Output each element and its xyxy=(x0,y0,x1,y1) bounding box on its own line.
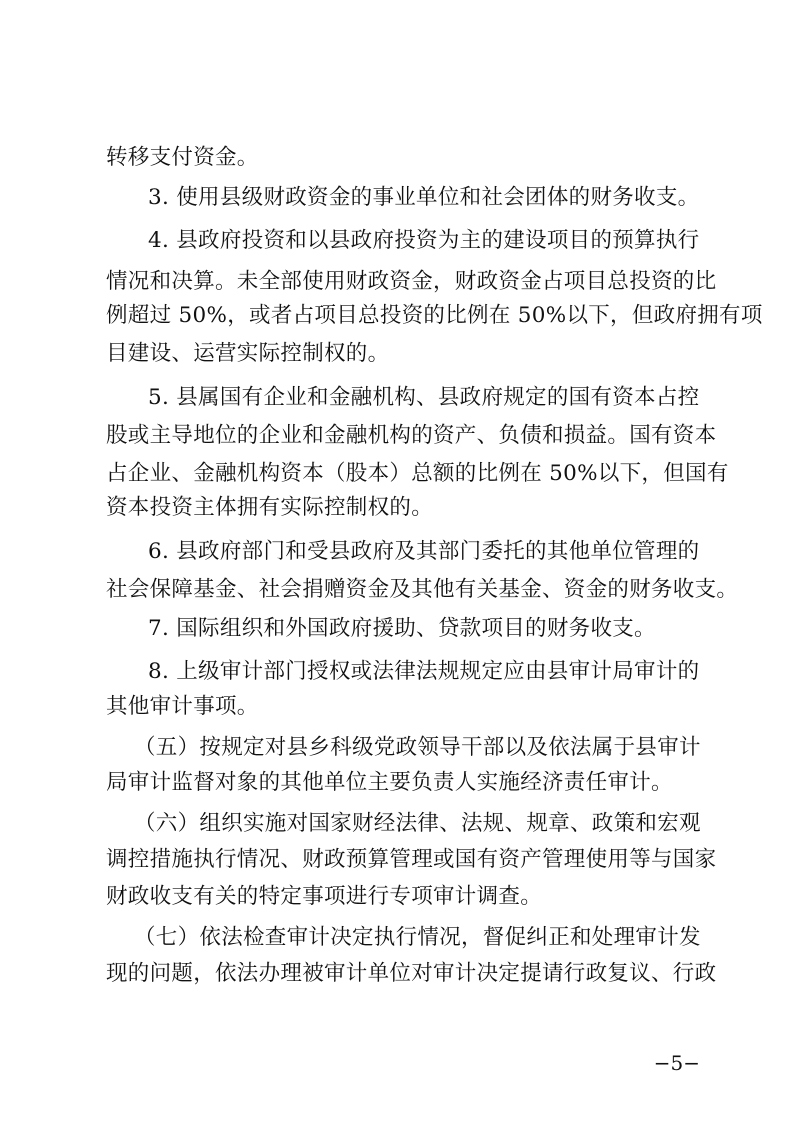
paragraph-line: 转移支付资金。 xyxy=(106,145,259,170)
paragraph-line: 占企业、金融机构资本（股本）总额的比例在 50%以下，但国有 xyxy=(106,461,729,486)
paragraph-line: 6. 县政府部门和受县政府及其部门委托的其他单位管理的 xyxy=(148,539,700,564)
paragraph-line: 调控措施执行情况、财政预算管理或国有资产管理使用等与国家 xyxy=(106,847,717,872)
paragraph-line: 局审计监督对象的其他单位主要负责人实施经济责任审计。 xyxy=(106,770,673,795)
paragraph-line: 3. 使用县级财政资金的事业单位和社会团体的财务收支。 xyxy=(148,185,700,210)
paragraph-line: 4. 县政府投资和以县政府投资为主的建设项目的预算执行 xyxy=(148,228,700,253)
paragraph-line: 目建设、运营实际控制权的。 xyxy=(106,341,390,366)
paragraph-line: 例超过 50%，或者占项目总投资的比例在 50%以下，但政府拥有项 xyxy=(106,303,763,328)
paragraph-line: 现的问题，依法办理被审计单位对审计决定提请行政复议、行政 xyxy=(106,961,717,986)
paragraph-line: 情况和决算。未全部使用财政资金，财政资金占项目总投资的比 xyxy=(106,269,717,294)
paragraph-line: 8. 上级审计部门授权或法律法规规定应由县审计局审计的 xyxy=(148,659,700,684)
paragraph-line: （六）组织实施对国家财经法律、法规、规章、政策和宏观 xyxy=(134,811,701,836)
paragraph-line: 股或主导地位的企业和金融机构的资产、负债和损益。国有资本 xyxy=(106,423,717,448)
paragraph-line: （五）按规定对县乡科级党政领导干部以及依法属于县审计 xyxy=(134,735,701,760)
paragraph-line: 5. 县属国有企业和金融机构、县政府规定的国有资本占控 xyxy=(148,385,700,410)
paragraph-line: 7. 国际组织和外国政府援助、贷款项目的财务收支。 xyxy=(148,616,656,641)
paragraph-line: 资本投资主体拥有实际控制权的。 xyxy=(106,495,434,520)
page-number: −5− xyxy=(653,1051,700,1075)
paragraph-line: 财政收支有关的特定事项进行专项审计调查。 xyxy=(106,884,543,909)
paragraph-line: （七）依法检查审计决定执行情况，督促纠正和处理审计发 xyxy=(134,925,701,950)
paragraph-line: 其他审计事项。 xyxy=(106,694,259,719)
paragraph-line: 社会保障基金、社会捐赠资金及其他有关基金、资金的财务收支。 xyxy=(106,577,739,602)
